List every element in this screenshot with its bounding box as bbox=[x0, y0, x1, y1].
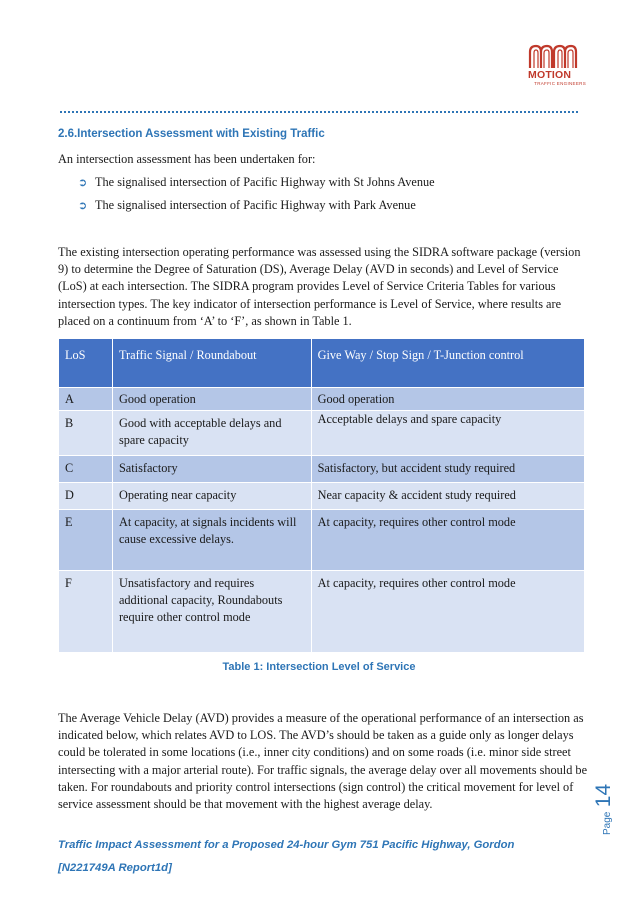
logo-word: MOTION bbox=[528, 69, 572, 81]
table-cell: Satisfactory, but accident study required bbox=[311, 456, 584, 483]
page-label: Page bbox=[602, 811, 613, 835]
list-item bbox=[78, 198, 435, 221]
arrow-bullet-icon: ➲ bbox=[78, 176, 88, 189]
table-row bbox=[59, 510, 585, 571]
table-cell: B bbox=[59, 411, 113, 456]
page-number bbox=[592, 784, 616, 835]
logo-subtitle: TRAFFIC ENGINEERS bbox=[534, 81, 586, 86]
table-header-row bbox=[59, 339, 585, 388]
table-cell: At capacity, at signals incidents will cause excessive delays. bbox=[112, 510, 311, 571]
table-cell: Satisfactory bbox=[112, 456, 311, 483]
methodology-paragraph: The existing intersection operating performance was assessed using the SIDRA software package (version 9) to determine the Degree of Saturation (DS), Average Delay (AVD in seconds) and Level of Service (LoS) at each intersection. The SIDRA program provides Level of Service Criteria Tables for various intersection types. The key indicator of intersection performance is Level of Service, where results are placed on a continuum from ‘A’ to ‘F’, as shown in Table 1. bbox=[58, 245, 581, 328]
list-item bbox=[78, 175, 435, 198]
list-item-text: The signalised intersection of Pacific Highway with St Johns Avenue bbox=[95, 175, 435, 189]
table-row bbox=[59, 411, 585, 456]
table-header-cell: Traffic Signal / Roundabout bbox=[112, 339, 311, 388]
intersection-list bbox=[78, 175, 435, 221]
footer-title: Traffic Impact Assessment for a Proposed 24-hour Gym 751 Pacific Highway, Gordon bbox=[58, 839, 515, 851]
table-cell: Operating near capacity bbox=[112, 483, 311, 510]
footer-report-id: [N221749A Report1d] bbox=[58, 862, 172, 874]
table-header-cell: Give Way / Stop Sign / T-Junction control bbox=[311, 339, 584, 388]
list-item-text: The signalised intersection of Pacific Highway with Park Avenue bbox=[95, 198, 416, 212]
table-cell: C bbox=[59, 456, 113, 483]
page-number-value: 14 bbox=[592, 783, 615, 808]
table-row bbox=[59, 388, 585, 411]
table-header-cell: LoS bbox=[59, 339, 113, 388]
header-divider bbox=[60, 111, 578, 113]
table-cell: D bbox=[59, 483, 113, 510]
table-cell: E bbox=[59, 510, 113, 571]
table-cell: At capacity, requires other control mode bbox=[311, 510, 584, 571]
table-caption: Table 1: Intersection Level of Service bbox=[222, 661, 416, 673]
table-cell: Good operation bbox=[311, 388, 584, 411]
table-row bbox=[59, 483, 585, 510]
table-cell: Acceptable delays and spare capacity bbox=[311, 411, 584, 456]
table-cell: At capacity, requires other control mode bbox=[311, 571, 584, 653]
table-row bbox=[59, 456, 585, 483]
table-cell: Unsatisfactory and requires additional capacity, Roundabouts require other control mode bbox=[112, 571, 311, 653]
motion-logo bbox=[528, 44, 586, 86]
intro-text: An intersection assessment has been undertaken for: bbox=[58, 152, 316, 166]
table-cell: A bbox=[59, 388, 113, 411]
section-title: 2.6.Intersection Assessment with Existing Traffic bbox=[58, 128, 325, 140]
table-cell: F bbox=[59, 571, 113, 653]
table-cell: Good with acceptable delays and spare capacity bbox=[112, 411, 311, 456]
table-row bbox=[59, 571, 585, 653]
table-cell: Near capacity & accident study required bbox=[311, 483, 584, 510]
motion-logo-mark bbox=[528, 44, 578, 68]
arrow-bullet-icon: ➲ bbox=[78, 199, 88, 212]
avd-paragraph: The Average Vehicle Delay (AVD) provides a measure of the operational performance of an intersection as indicated below, which relates AVD to LOS. The AVD’s should be taken as a guide only as longer delays could be tolerated in some locations (i.e., inner city conditions) and on some roads (i.e. minor side street intersecting with a major arterial route). For traffic signals, the average delay over all movements should be taken. For roundabouts and priority control intersections (sign control) the critical movement for level of service assessment should be that movement with the highest average delay. bbox=[58, 711, 588, 812]
los-table bbox=[58, 338, 585, 653]
table-cell: Good operation bbox=[112, 388, 311, 411]
